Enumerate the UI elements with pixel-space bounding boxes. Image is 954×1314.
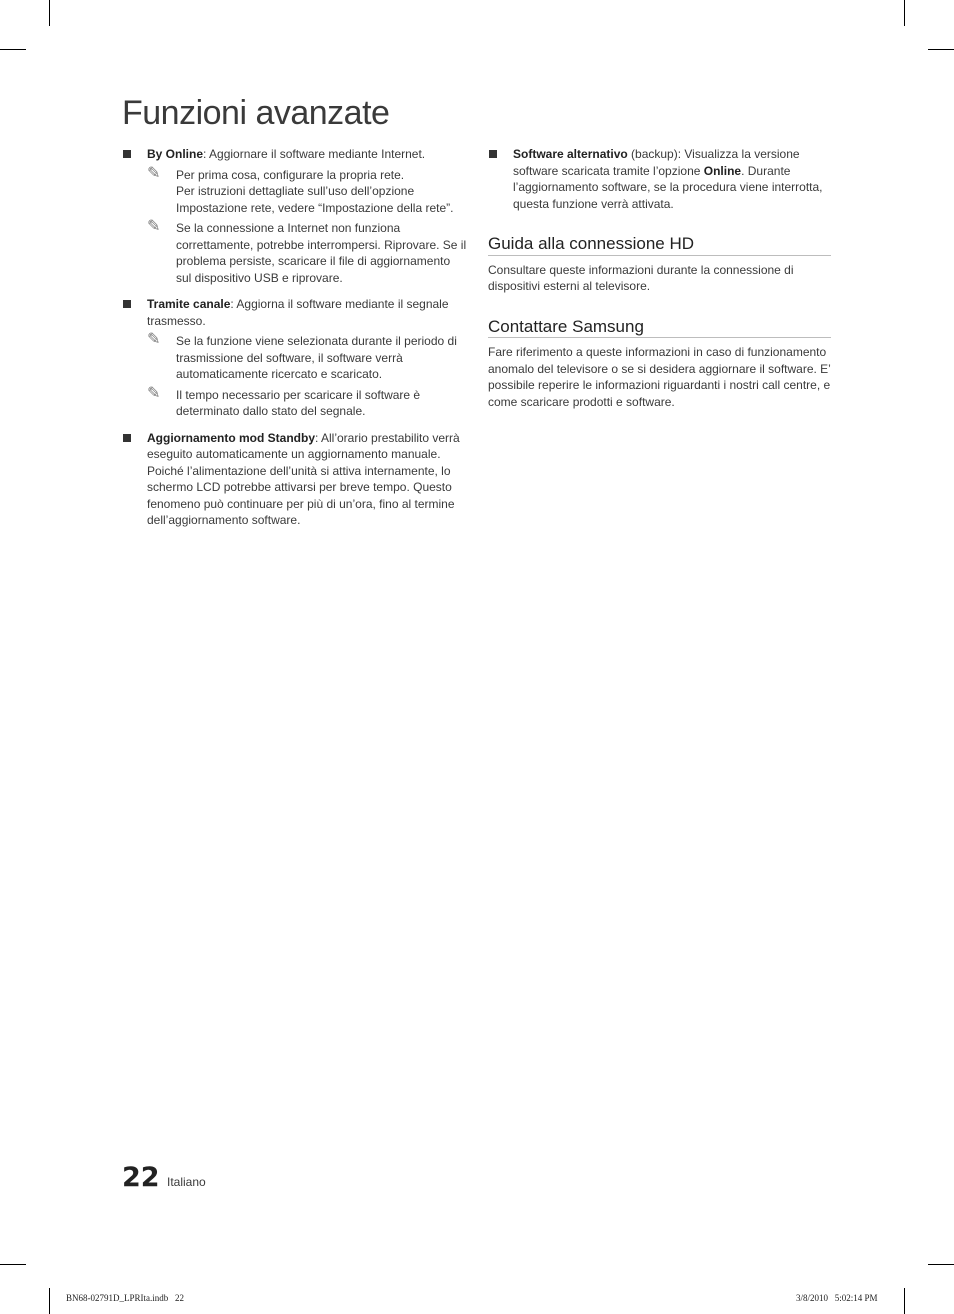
section-text: Consultare queste informazioni durante la connessione di dispositivi esterni al televisore.: [488, 262, 794, 293]
square-bullet-icon: [123, 150, 131, 158]
bullet-by-online: [122, 146, 467, 286]
bullet-label: By Online: [147, 147, 204, 161]
bullet-text: (backup): Visualizza la versione software scaricata tramite l’opzione: [513, 147, 800, 178]
bullet-tramite-canale: [122, 296, 467, 420]
bullet-text: : Aggiorna il software mediante il segnale trasmesso.: [147, 297, 449, 328]
pencil-note-icon: ✎: [147, 162, 161, 182]
bullet-text: . Durante l’aggiornamento software, se la procedura viene interrotta, questa funzione verrà attivata.: [513, 163, 823, 211]
pencil-note-icon: ✎: [147, 216, 161, 235]
section-heading: Guida alla connessione HD: [488, 236, 831, 256]
square-bullet-icon: [489, 150, 497, 158]
bullet-text: : All’orario prestabilito verrà eseguito automaticamente un aggiornamento manuale. Poiché l’alimentazione dell’unità si attiva internamente, lo schermo LCD potrebbe attivarsi per breve tempo. Questo fenomeno può continuare per più di un’ora, fino al termine dell’aggiornamento software.: [147, 430, 460, 527]
note: [147, 216, 467, 286]
note: [147, 329, 467, 383]
crop-mark: [904, 0, 905, 26]
note: [147, 162, 467, 217]
crop-mark: [49, 1288, 50, 1314]
crop-mark: [928, 49, 954, 50]
section-guida: [488, 236, 831, 295]
square-bullet-icon: [123, 300, 131, 308]
square-bullet-icon: [123, 434, 131, 442]
note-text: Per prima cosa, configurare la propria rete.: [176, 167, 405, 182]
section-contattare: [488, 316, 831, 411]
note-text: Il tempo necessario per scaricare il software è determinato dallo stato del segnale.: [176, 387, 421, 418]
page-number: 22: [122, 1162, 160, 1193]
note-text: Se la connessione a Internet non funziona correttamente, potrebbe interrompersi. Riprovare. Se il problema persiste, scaricare il file di aggiornamento sul dispositivo USB e riprovare.: [176, 221, 467, 285]
bullet-standby: [122, 430, 467, 529]
crop-mark: [0, 49, 26, 50]
pencil-note-icon: ✎: [147, 382, 161, 402]
note: [147, 382, 467, 420]
bullet-label: Aggiornamento mod Standby: [147, 430, 315, 445]
footer-timestamp: 3/8/2010 5:02:14 PM: [796, 1293, 878, 1303]
bullet-label: Tramite canale: [147, 297, 231, 311]
right-column: [488, 146, 831, 410]
page-language: Italiano: [167, 1175, 206, 1189]
section-text: Fare riferimento a queste informazioni in caso di funzionamento anomalo del televisore o se si desidera aggiornare il software. E’ possibile reperire le informazioni riguardanti i nostri call centre, e come scaricare prodotti e software.: [488, 345, 831, 409]
crop-mark: [0, 1264, 26, 1265]
crop-mark: [49, 0, 50, 26]
online-label: Online: [703, 163, 742, 178]
bullet-text: : Aggiornare il software mediante Internet.: [203, 147, 426, 161]
note-text: Se la funzione viene selezionata durante il periodo di trasmissione del software, il software verrà automaticamente ricercato e scaricato.: [176, 334, 457, 381]
bullet-label: Software alternativo: [513, 147, 628, 161]
page-title: Funzioni avanzate: [122, 94, 390, 132]
footer-file-name: BN68-02791D_LPRIta.indb 22: [66, 1293, 184, 1303]
bullet-software-alternativo: [488, 146, 831, 212]
left-column: [122, 146, 467, 536]
note-text: Per istruzioni dettagliate sull’uso dell’opzione Impostazione rete, vedere “Impostazione della rete”.: [176, 184, 454, 215]
crop-mark: [904, 1288, 905, 1314]
pencil-note-icon: ✎: [147, 329, 161, 348]
crop-mark: [928, 1264, 954, 1265]
section-heading: Contattare Samsung: [488, 319, 831, 339]
